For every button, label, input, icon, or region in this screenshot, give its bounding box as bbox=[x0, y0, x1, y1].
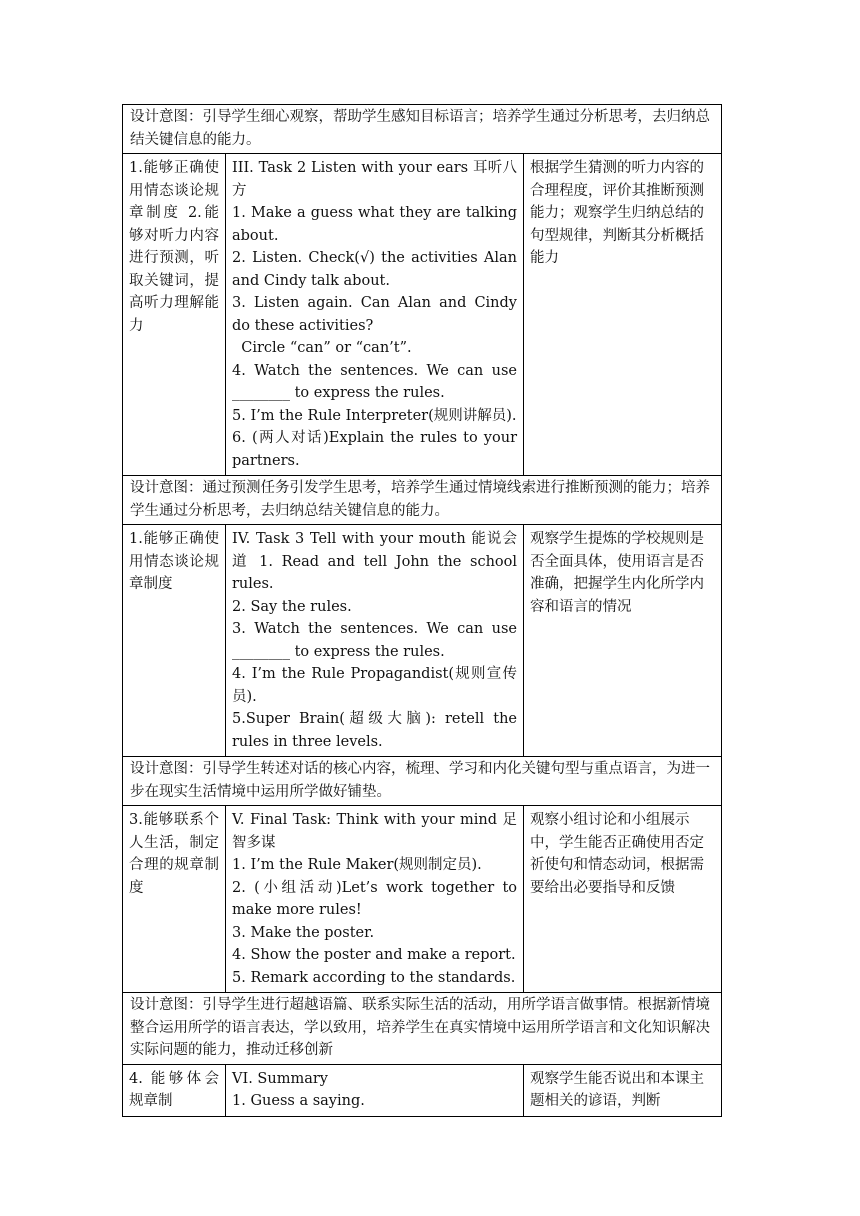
design-intent-cell: 设计意图：引导学生进行超越语篇、联系实际生活的活动，用所学语言做事情。根据新情境整合运用所学的语言表达，学以致用，培养学生在真实情境中运用所学语言和文化知识解决实际问题的能力，推动迁移创新 bbox=[123, 993, 722, 1065]
evaluation-cell: 观察学生提炼的学校规则是否全面具体，使用语言是否准确，把握学生内化所学内容和语言的情况 bbox=[524, 525, 722, 757]
objective-cell: 1.能够正确使用情态谈论规章制度 2.能够对听力内容进行预测，听取关键词，提高听力理解能力 bbox=[123, 154, 226, 476]
task-cell bbox=[226, 525, 524, 757]
evaluation-cell: 观察学生能否说出和本课主题相关的谚语，判断 bbox=[524, 1064, 722, 1116]
task-line: 5. Remark according to the standards. bbox=[232, 969, 516, 986]
task-line: 3. Make the poster. bbox=[232, 924, 375, 941]
design-intent-row bbox=[123, 993, 722, 1065]
task-line: 4. Watch the sentences. We can use ________ to express the rules. bbox=[232, 362, 517, 401]
task-line: 3. Watch the sentences. We can use ________ to express the rules. bbox=[232, 621, 517, 660]
activity-row bbox=[123, 525, 722, 757]
task-line: 4. Show the poster and make a report. bbox=[232, 947, 516, 963]
task-line: Circle “can” or “can’t”. bbox=[232, 340, 412, 356]
task-line: 2. Listen. Check(√) the activities Alan and Cindy talk about. bbox=[232, 250, 517, 289]
task-line: V. Final Task: Think with your mind 足智多谋 bbox=[232, 812, 517, 851]
task-line: 1. Make a guess what they are talking about. bbox=[232, 205, 517, 244]
design-intent-row bbox=[123, 476, 722, 525]
design-intent-cell: 设计意图：通过预测任务引发学生思考，培养学生通过情境线索进行推断预测的能力；培养学生通过分析思考，去归纳总结关键信息的能力。 bbox=[123, 476, 722, 525]
objective-cell: 3.能够联系个人生活，制定合理的规章制度 bbox=[123, 806, 226, 993]
task-line: 1. Guess a saying. bbox=[232, 1093, 365, 1109]
activity-row bbox=[123, 806, 722, 993]
task-line: 3. Listen again. Can Alan and Cindy do these activities? bbox=[232, 295, 517, 334]
design-intent-cell: 设计意图：引导学生转述对话的核心内容，梳理、学习和内化关键句型与重点语言，为进一步在现实生活情境中运用所学做好铺垫。 bbox=[123, 757, 722, 806]
task-cell bbox=[226, 806, 524, 993]
activity-row bbox=[123, 154, 722, 476]
task-line: III. Task 2 Listen with your ears 耳听八方 bbox=[232, 160, 517, 199]
task-line: 6. (两人对话)Explain the rules to your partners. bbox=[232, 430, 517, 469]
task-line: 2. Say the rules. bbox=[232, 598, 352, 615]
task-line: 1. I’m the Rule Maker(规则制定员). bbox=[232, 857, 482, 873]
task-cell bbox=[226, 1064, 524, 1116]
task-line: 5. I’m the Rule Interpreter(规则讲解员). bbox=[232, 407, 517, 424]
design-intent-cell: 设计意图：引导学生细心观察，帮助学生感知目标语言；培养学生通过分析思考，去归纳总结关键信息的能力。 bbox=[123, 105, 722, 154]
design-intent-row bbox=[123, 757, 722, 806]
lesson-plan-table bbox=[122, 104, 722, 1117]
task-line: 5.Super Brain(超级大脑): retell the rules in three levels. bbox=[232, 711, 517, 750]
design-intent-row bbox=[123, 105, 722, 154]
evaluation-cell: 根据学生猜测的听力内容的合理程度，评价其推断预测能力；观察学生归纳总结的句型规律，判断其分析概括能力 bbox=[524, 154, 722, 476]
task-line: 2. (小组活动)Let’s work together to make more rules! bbox=[232, 879, 517, 918]
task-line: IV. Task 3 Tell with your mouth 能说会道 1. Read and tell John the school rules. bbox=[232, 531, 517, 592]
objective-cell: 1.能够正确使用情态谈论规章制度 bbox=[123, 525, 226, 757]
evaluation-cell: 观察小组讨论和小组展示中，学生能否正确使用否定祈使句和情态动词，根据需要给出必要指导和反馈 bbox=[524, 806, 722, 993]
lesson-plan-table-wrapper bbox=[122, 104, 721, 1117]
task-line: 4. I’m the Rule Propagandist(规则宣传员). bbox=[232, 666, 517, 705]
task-cell bbox=[226, 154, 524, 476]
activity-row bbox=[123, 1064, 722, 1116]
task-line: VI. Summary bbox=[232, 1070, 328, 1087]
objective-cell: 4. 能够体会规章制 bbox=[123, 1064, 226, 1116]
